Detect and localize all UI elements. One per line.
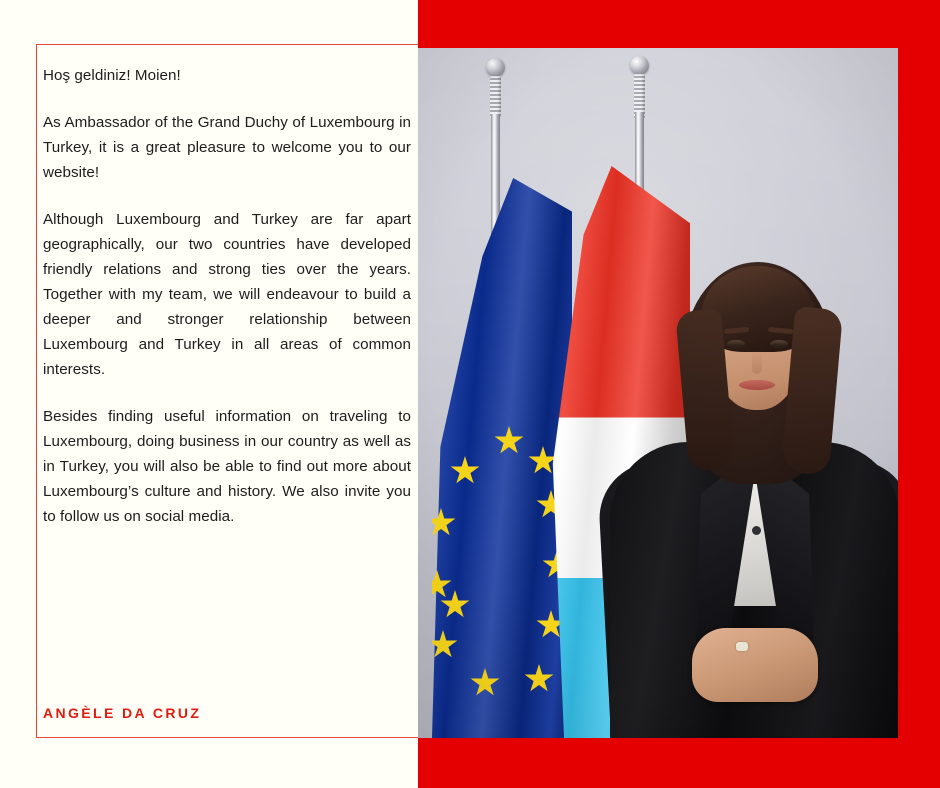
clasped-hands — [692, 628, 818, 702]
luxembourg-flag-finial — [630, 56, 649, 75]
nose — [752, 350, 762, 374]
mouth — [739, 380, 775, 390]
eye-left — [727, 340, 745, 348]
eu-flag-finial — [486, 58, 505, 77]
eye-right — [770, 340, 788, 348]
greeting-paragraph: Hoş geldiniz! Moien! — [43, 67, 181, 84]
ambassador-portrait — [604, 224, 898, 738]
ambassador-signature: ANGÈLE DA CRUZ — [43, 705, 202, 721]
information-paragraph: Besides finding useful information on traveling to Luxembourg, doing business in our country as well as in Turkey, you will also be able to find out more about Luxembourg’s culture and history. We also invite you to follow us on social media. — [43, 408, 411, 525]
welcome-message-body — [43, 63, 413, 723]
ambassador-photo — [418, 48, 898, 738]
blazer-button — [752, 526, 761, 535]
relations-paragraph: Although Luxembourg and Turkey are far apart geographically, our two countries have developed friendly relations and strong ties over the years. Together with my team, we will endeavour to build a deeper and stronger relationship between Luxembourg and Turkey in all areas of common interests. — [43, 211, 411, 378]
eu-flag-ferrule — [490, 76, 501, 118]
welcome-message-card — [36, 44, 418, 738]
welcome-paragraph: As Ambassador of the Grand Duchy of Luxembourg in Turkey, it is a great pleasure to welcome you to our website! — [43, 114, 411, 181]
